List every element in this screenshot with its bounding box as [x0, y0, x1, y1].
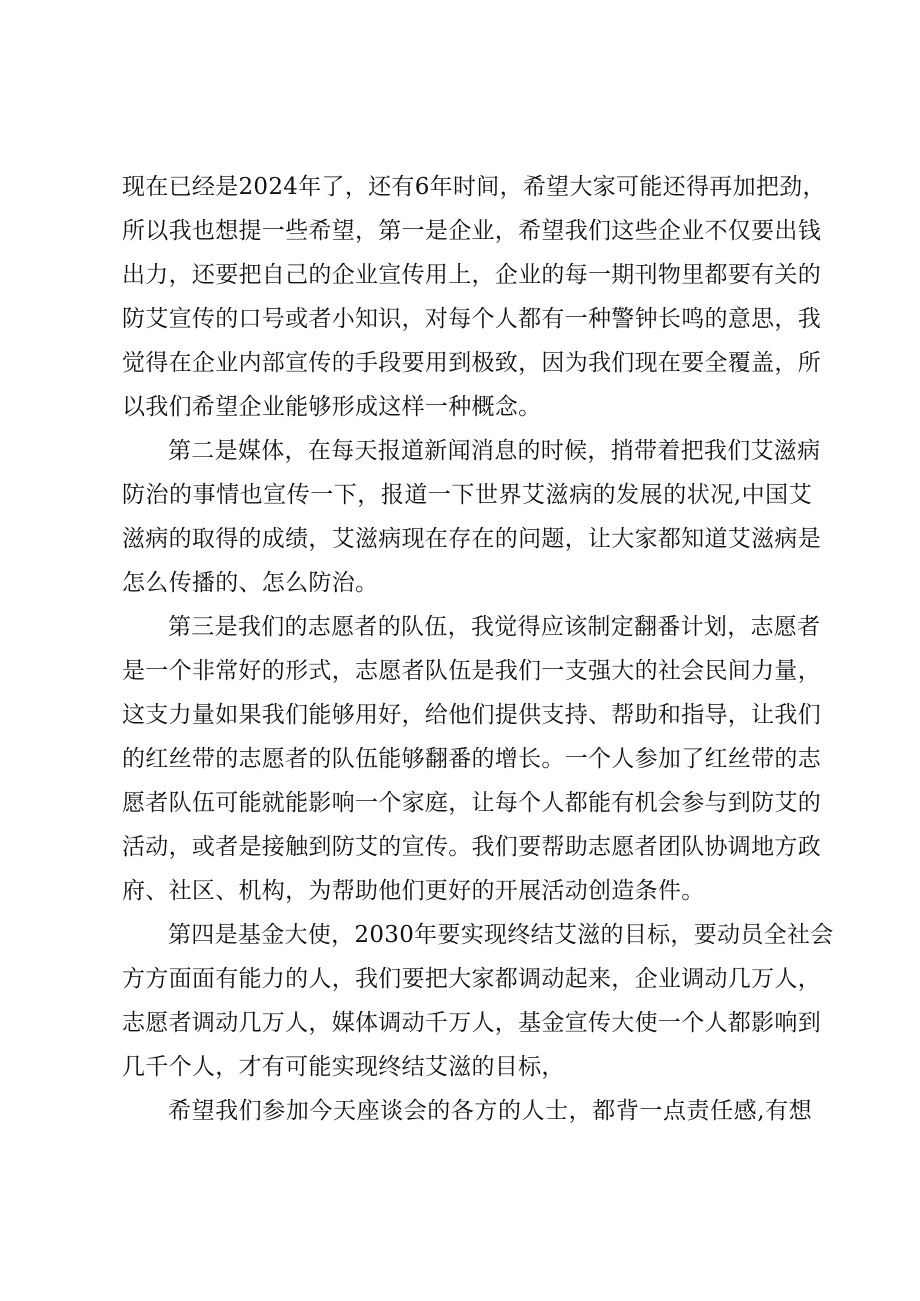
text-line: 几千个人，才有可能实现终结艾滋的目标， — [122, 1054, 565, 1080]
text-line: 活动，或者是接触到防艾的宣传。我们要帮助志愿者团队协调地方政 — [122, 834, 821, 860]
text-line: 防艾宣传的口号或者小知识，对每个人都有一种警钟长鸣的意思，我 — [122, 306, 821, 332]
text-line: 以我们希望企业能够形成这样一种概念。 — [122, 394, 542, 420]
paragraph-first-line: 希望我们参加今天座谈会的各方的人士，都背一点责任感,有想 — [168, 1098, 812, 1124]
text-line: 觉得在企业内部宣传的手段要用到极致，因为我们现在要全覆盖，所 — [122, 350, 821, 376]
paragraph-first-line: 第四是基金大使，2030年要实现终结艾滋的目标，要动员全社会 — [168, 922, 834, 948]
text-line: 滋病的取得的成绩，艾滋病现在存在的问题，让大家都知道艾滋病是 — [122, 526, 821, 552]
text-line: 出力，还要把自己的企业宣传用上，企业的每一期刊物里都要有关的 — [122, 262, 821, 288]
text-line: 所以我也想提一些希望，第一是企业，希望我们这些企业不仅要出钱 — [122, 218, 821, 244]
paragraph-first-line: 第三是我们的志愿者的队伍，我觉得应该制定翻番计划，志愿者 — [168, 614, 821, 640]
text-line: 府、社区、机构，为帮助他们更好的开展活动创造条件。 — [122, 878, 705, 904]
paragraph-first-line: 第二是媒体，在每天报道新闻消息的时候，捎带着把我们艾滋病 — [168, 438, 821, 464]
text-line: 是一个非常好的形式，志愿者队伍是我们一支强大的社会民间力量， — [122, 658, 821, 684]
text-line: 这支力量如果我们能够用好，给他们提供支持、帮助和指导，让我们 — [122, 702, 821, 728]
text-line: 的红丝带的志愿者的队伍能够翻番的增长。一个人参加了红丝带的志 — [122, 746, 821, 772]
text-line: 怎么传播的、怎么防治。 — [122, 570, 379, 596]
text-line: 防治的事情也宣传一下，报道一下世界艾滋病的发展的状况,中国艾 — [122, 482, 812, 508]
text-line: 愿者队伍可能就能影响一个家庭，让每个人都能有机会参与到防艾的 — [122, 790, 821, 816]
text-line: 现在已经是2024年了，还有6年时间，希望大家可能还得再加把劲， — [122, 174, 826, 200]
text-line: 方方面面有能力的人，我们要把大家都调动起来，企业调动几万人， — [122, 966, 821, 992]
text-line: 志愿者调动几万人，媒体调动千万人，基金宣传大使一个人都影响到 — [122, 1010, 821, 1036]
